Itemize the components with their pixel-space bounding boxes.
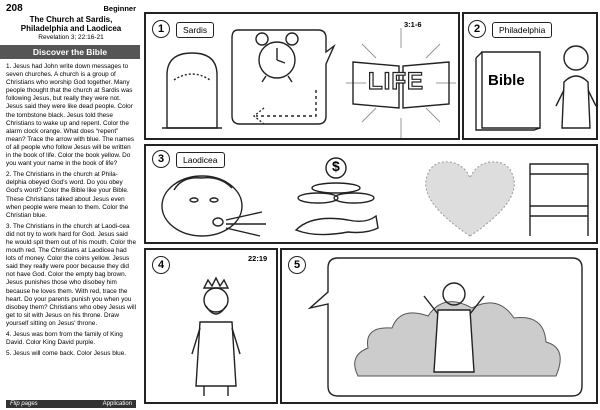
alarm-clock-icon xyxy=(250,30,304,84)
verse-ref-p4: 22:19 xyxy=(248,254,268,263)
empty-bag-icon xyxy=(292,210,382,240)
page-number: 208 xyxy=(6,3,23,14)
king-david-icon xyxy=(186,278,246,398)
dotted-heart-icon xyxy=(420,156,520,240)
panel-2-philadelphia xyxy=(462,12,598,140)
instruction-paragraph-1: 1. Jesus had John write down messages to seven churches. A church is a group of Christians who worship God together. Many people thought that the church at Sardis was following Jesus, but really they were not. Jesus said they were like dead people. Color the tombstone black. Jesus told these Christians to wake up and repent. Color the alarm clock orange. What does “repent” mean? Trace the arrow with blue. The names of all people who follow Jesus will be written in the book of life. Color the book yellow. Do you want your name in the book of life? xyxy=(6,63,135,168)
instructions-text xyxy=(6,63,136,358)
christian-figure-icon xyxy=(556,42,596,132)
lesson-title-line1: The Church at Sardis, xyxy=(29,15,113,24)
scroll-label-laodicea: Laodicea xyxy=(176,152,225,168)
instruction-paragraph-2: 2. The Christians in the church at Phila-delphia obeyed God's word. Do you obey God's word? Color the Bible like your Bible. These Christians talked about Jesus even when people were mean to them. Color the Christian blue. xyxy=(6,171,129,219)
jesus-figure-icon xyxy=(424,278,484,378)
level-label: Beginner xyxy=(103,4,136,13)
footer-left: Flip pages xyxy=(10,401,38,407)
panel-number-3: 3 xyxy=(152,150,170,168)
section-banner: Discover the Bible xyxy=(0,45,140,59)
footer-bar xyxy=(6,400,136,408)
activity-grid xyxy=(140,0,600,410)
footer-right: Application xyxy=(102,401,132,407)
panel-5-jesus-returns xyxy=(280,248,598,404)
scroll-label-philadelphia: Philadelphia xyxy=(492,22,552,38)
lesson-title-line2: Philadelphia and Laodicea xyxy=(20,24,122,33)
spitting-mouth-face-icon xyxy=(154,172,274,242)
lesson-title xyxy=(6,15,136,33)
scripture-reference: Revelation 3; 22:16-21 xyxy=(38,34,104,41)
tombstone-icon xyxy=(162,50,222,130)
verse-ref-p1: 3:1-6 xyxy=(404,20,422,29)
panel-number-2: 2 xyxy=(468,20,486,38)
panel-3-laodicea xyxy=(144,144,598,244)
instruction-paragraph-5: 5. Jesus will come back. Color Jesus blue. xyxy=(6,350,127,358)
book-of-life-word: LIFE xyxy=(368,68,424,95)
instruction-paragraph-4: 4. Jesus was born from the family of King David. Color King David purple. xyxy=(6,331,123,347)
coin-dollar-sign: $ xyxy=(332,158,340,174)
bible-book-icon xyxy=(474,50,544,130)
panel-4-king-david xyxy=(144,248,278,404)
panel-number-1: 1 xyxy=(152,20,170,38)
panel-1-sardis xyxy=(144,12,460,140)
panel-number-4: 4 xyxy=(152,256,170,274)
instruction-paragraph-3: 3. The Christians in the church at Laodi-cea did not try to work hard for God. Jesus said he would spit them out of his mouth. Color the mouth red. The Christians at Laodicea had lots of money. Color the coins yellow. Jesus said they really were poor because they did not have God. Color the empty bag brown. Jesus punishes those who disobey him because he loves them. With red, trace the heart. Do your parents punish you when you disobey them? Christians who obey Jesus will get to sit with Jesus on his throne. Draw yourself sitting on Jesus' throne. xyxy=(6,222,137,327)
bible-word: Bible xyxy=(488,72,525,89)
scroll-label-sardis: Sardis xyxy=(176,22,214,38)
throne-bench-icon xyxy=(526,160,592,240)
panel-number-5: 5 xyxy=(288,256,306,274)
arrow-trace-icon xyxy=(246,86,326,122)
header-row xyxy=(6,3,136,14)
instructions-column xyxy=(0,0,140,410)
